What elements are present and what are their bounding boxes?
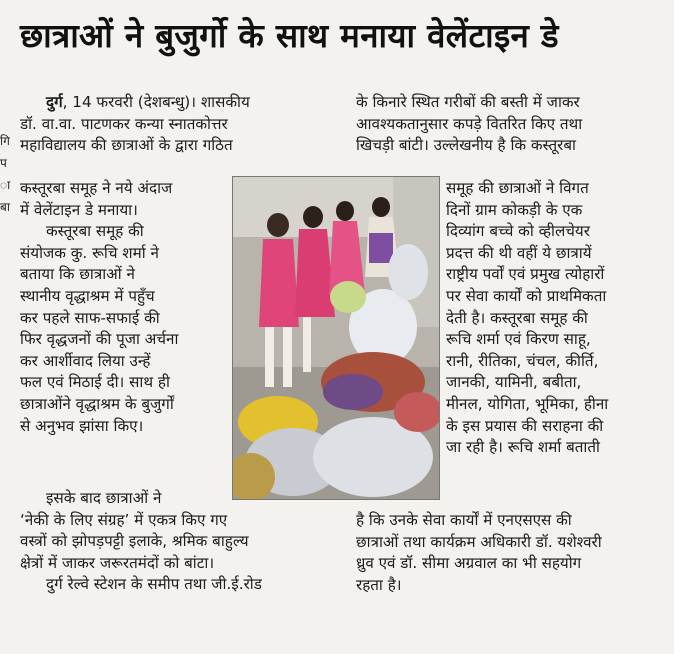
article-line: संयोजक कु. रूचि शर्मा ने [20, 243, 159, 262]
news-photo [232, 176, 440, 500]
article-line: रानी, रीतिका, चंचल, कीर्ति, [446, 351, 599, 370]
article-line: समूह की छात्राओं ने विगत [446, 179, 589, 197]
article-line: कस्तूरबा समूह ने नये अंदाज [20, 179, 173, 197]
article-line: डॉ. वा.वा. पाटणकर कन्या स्नातकोत्तर [20, 114, 228, 133]
article-line: है कि उनके सेवा कार्यों में एनएसएस की [356, 511, 572, 529]
article-line: पर सेवा कार्यों को प्राथमिकता [446, 286, 607, 305]
article-line: खिचड़ी बांटी। उल्लेखनीय है कि कस्तूरबा [356, 136, 576, 155]
article-column-left-top [20, 92, 340, 157]
article-line: ध्रुव एवं डॉ. सीमा अग्रवाल का भी सहयोग [356, 554, 582, 573]
article-line: ‘नेकी के लिए संग्रह’ में एकत्र किए गए [20, 510, 228, 529]
article-line: जानकी, यामिनी, बबीता, [446, 373, 582, 392]
article-line: दिव्यांग बच्चे को व्हीलचेयर [446, 222, 590, 241]
edge-fragment: बा [0, 200, 10, 214]
article-column-right-bottom [356, 510, 672, 596]
article-line: रूचि शर्मा एवं किरण साहू, [446, 330, 591, 349]
headline: छात्राओं ने बुजुर्गो के साथ मनाया वेलेंटाइन डे [20, 16, 559, 55]
article-line: से अनुभव झांसा किए। [20, 416, 144, 435]
article-line: प्रदत्त की थी वहीं ये छात्रायें [446, 243, 592, 262]
article-line: कस्तूरबा समूह की [46, 222, 144, 241]
article-line: दिनों ग्राम कोकड़ी के एक [446, 200, 583, 219]
article-line: क्षेत्रों में जाकर जरूरतमंदों को बांटा। [20, 553, 215, 572]
article-column-right-narrow [446, 178, 672, 459]
article-line: दुर्ग रेल्वे स्टेशन के समीप तथा जी.ई.रोड [46, 575, 262, 594]
article-line: में वेलेंटाइन डे मनाया। [20, 200, 138, 219]
article-line: रहता है। [356, 575, 402, 594]
article-line: स्थानीय वृद्धाश्रम में पहुँच [20, 286, 155, 305]
article-line: कर आर्शीवाद लिया उन्हें [20, 351, 151, 370]
article-line: बताया कि छात्राओं ने [20, 265, 135, 284]
edge-fragment: ा [0, 178, 11, 192]
edge-fragment: गि [0, 134, 10, 148]
article-column-left-bottom [20, 488, 338, 596]
article-line: कर पहले साफ-सफाई की [20, 308, 160, 327]
article-line: जा रही है। रूचि शर्मा बताती [446, 438, 600, 457]
article-line: के किनारे स्थित गरीबों की बस्ती में जाकर [356, 93, 580, 111]
article-line: फल एवं मिठाई दी। साथ ही [20, 373, 170, 392]
article-line: छात्राओं तथा कार्यक्रम अधिकारी डॉ. यशेश्वरी [356, 532, 602, 551]
article-line: छात्राओंने वृद्धाश्रम के बुजुर्गों [20, 394, 174, 413]
dateline: दुर्ग [46, 93, 63, 111]
photo-illustration [233, 177, 439, 499]
adjacent-article-fragment [0, 130, 10, 218]
article-line: फिर वृद्धजनों की पूजा अर्चना [20, 330, 179, 349]
article-line: राष्ट्रीय पर्वों एवं प्रमुख त्योहारों [446, 265, 605, 284]
article-line: देती है। कस्तूरबा समूह की [446, 308, 588, 327]
article-column-right-top [356, 92, 672, 157]
article-line: मीनल, योगिता, भूमिका, हीना [446, 394, 609, 413]
edge-fragment: प [0, 156, 7, 170]
article-line: वस्त्रों को झोपड़पट्टी इलाके, श्रमिक बाहुल्य [20, 532, 249, 551]
article-line: आवश्यकतानुसार कपड़े वितरित किए तथा [356, 114, 583, 133]
article-line: इसके बाद छात्राओं ने [46, 489, 162, 507]
article-line: के इस प्रयास की सराहना की [446, 416, 604, 435]
article-line: दुर्ग, 14 फरवरी (देशबन्धु)। शासकीय [46, 93, 250, 111]
article-column-left-narrow [20, 178, 225, 437]
article-line: महाविद्यालय की छात्राओं के द्वारा गठित [20, 136, 233, 155]
